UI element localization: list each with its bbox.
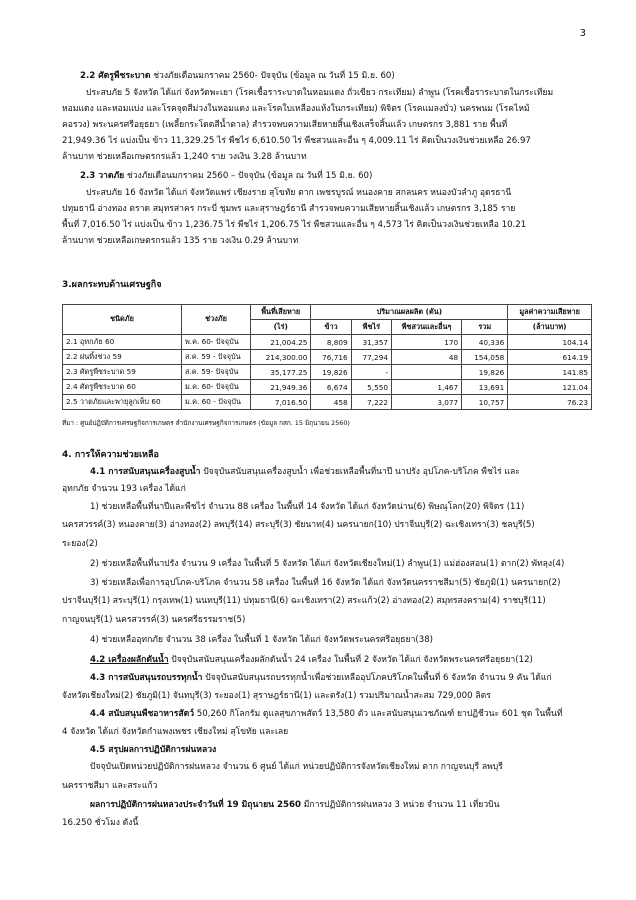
section-2-2-line: หอมแดง และหอมแบ่ง และโรคจุดสีม่วงในหอมแดง และโรคใบเหลืองแห้งในกระเทียม) พิจิตร (โรคแมลงบั่ว) นครพนม (โรคไหม้ [62,104,530,114]
section-4-1-text: ปัจจุบันสนับสนุนเครื่องสูบน้ำ เพื่อช่วยเหลือพื้นที่นาปี นาปรัง อุปโภค-บริโภค พืชไร่ และ [200,467,520,477]
table-row [63,365,592,380]
cell-area: 21,949.36 [251,380,311,395]
section-4-5-line2: นครราชสีมา และสระแก้ว [62,781,158,791]
cell-period: ม.ค. 60 - ปัจจุบัน [182,395,251,410]
section-4 [62,446,590,832]
cell-type: 2.3 ศัตรูพืชระบาด 59 [63,365,182,380]
col-header-value: มูลค่าความเสียหาย [508,305,592,320]
cell-rice: 6,674 [311,380,351,395]
cell-type: 2.4 ศัตรูพืชระบาด 60 [63,380,182,395]
cell-value: 121.04 [508,380,592,395]
table-row [63,395,592,410]
section-4-5-title: 4.5 สรุปผลการปฏิบัติการฝนหลวง [90,745,217,755]
section-2-3-line: ล้านบาท ช่วยเหลือเกษตรกรแล้ว 135 ราย วงเงิน 0.29 ล้านบาท [62,236,299,246]
section-2-2-line: คอรวง) พระนครศรีอยุธยา (เพลี้ยกระโดดสีน้ำตาล) สำรวจพบความเสียหายสิ้นเชิงเสร็จสิ้นแล้ว เกษตรกร 3,881 ราย พื้นที่ [62,120,508,130]
section-4-3 [62,670,590,687]
cell-total: 13,691 [462,380,508,395]
col-header-area-unit: (ไร่) [251,320,311,335]
cell-value: 141.85 [508,365,592,380]
cell-field: 31,357 [351,335,391,350]
cell-area: 214,300.00 [251,350,311,365]
section-4-4-cont: 4 จังหวัด ได้แก่ จังหวัดกำแพงเพชร เชียงใหม่ สุโขทัย และเลย [62,727,289,737]
section-4-5-line4: 16.250 ชั่วโมง ดังนี้ [62,818,139,828]
col-header-output: ปริมาณผลผลิต (ตัน) [311,305,508,320]
cell-type: 2.2 ฝนทิ้งช่วง 59 [63,350,182,365]
section-2-2-title: 2.2 ศัตรูพืชระบาด [80,71,151,81]
section-4-5-line1: ปัจจุบันเปิดหน่วยปฏิบัติการฝนหลวง จำนวน 6 ศูนย์ ได้แก่ หน่วยปฏิบัติการจังหวัดเชียงใหม่ ตาก กาญจนบุรี ลพบุรี [90,762,503,772]
cell-rice: 458 [311,395,351,410]
cell-value: 614.19 [508,350,592,365]
col-header-total: รวม [462,320,508,335]
pump-item-1-cont: นครสวรรค์(3) หนองคาย(3) อ่างทอง(2) ลพบุรี(14) สระบุรี(3) ชัยนาท(4) นครนายก(10) ปราจีนบุรี(2) ฉะเชิงเทรา(3) ชลบุรี(5) [62,520,535,530]
pump-item-3-cont: ปราจีนบุรี(1) สระบุรี(1) กรุงเทพ(1) นนทบุรี(11) ปทุมธานี(6) ฉะเชิงเทรา(2) สระแก้ว(2) อ่างทอง(2) สมุทรสงคราม(4) ราชบุรี(11) [62,596,546,606]
section-4-1-line1 [62,464,590,480]
section-4-5-line3 [62,796,590,814]
section-3-heading: 3.ผลกระทบด้านเศรษฐกิจ [62,280,162,290]
cell-type: 2.5 วาตภัยและพายุลูกเห็บ 60 [63,395,182,410]
pump-item-1-cont: ระยอง(2) [62,539,98,549]
section-4-3-cont: จังหวัดเชียงใหม่(2) ชัยภูมิ(1) จันทบุรี(3) ระยอง(1) สุราษฎร์ธานี(1) และตรัง(1) รวมปริมาณน้ำสะสม 729,000 ลิตร [62,691,491,701]
section-4-3-text: ปัจจุบันสนับสนุนรถบรรทุกน้ำเพื่อช่วยเหลืออุปโภคบริโภคในพื้นที่ 6 จังหวัด จำนวน 9 คัน ได้แก่ [202,673,552,683]
section-4-1-line2: อุทกภัย จำนวน 193 เครื่อง ได้แก่ [62,484,186,494]
page-number: 3 [579,28,586,39]
cell-period: พ.ค. 60- ปัจจุบัน [182,335,251,350]
table-row [63,335,592,350]
section-4-5-result-title: ผลการปฏิบัติการฝนหลวงประจำวันที่ 19 มิถุนายน 2560 [90,800,301,810]
cell-total: 19,826 [462,365,508,380]
section-2-2-line: ล้านบาท ช่วยเหลือเกษตรกรแล้ว 1,240 ราย วงเงิน 3.28 ล้านบาท [62,152,307,162]
pump-item-3-cont: กาญจนบุรี(1) นครสวรรค์(3) นครศรีธรรมราช(5) [62,615,246,625]
section-4-heading: 4. การให้ความช่วยเหลือ [62,450,159,460]
section-2-2 [62,68,590,165]
section-4-1-title: 4.1 การสนับสนุนเครื่องสูบน้ำ [90,467,201,477]
section-2-3-line: ประสบภัย 16 จังหวัด ได้แก่ จังหวัดแพร่ เชียงราย สุโขทัย ตาก เพชรบูรณ์ หนองคาย สกลนคร หนองบัวลำภู อุดรธานี [86,188,512,198]
cell-field: - [351,365,391,380]
cell-total: 154,058 [462,350,508,365]
col-header-value-unit: (ล้านบาท) [508,320,592,335]
col-header-field: พืชไร่ [351,320,391,335]
section-2-3-period: ช่วงภัยเดือนมกราคม 2560 – ปัจจุบัน (ข้อมูล ณ วันที่ 15 มิ.ย. 60) [124,171,373,181]
section-4-2 [62,650,590,670]
section-2-2-line: ประสบภัย 5 จังหวัด ได้แก่ จังหวัดพะเยา (โรคเชื้อราระบาดในหอมแดง ถั่วเขียว กระเทียม) ลำพูน (โรคเชื้อราระบาดในกระเทียม [86,88,554,98]
cell-rice: 76,716 [311,350,351,365]
col-header-type: ชนิดภัย [63,305,182,335]
section-2-3-line: ปทุมธานี อ่างทอง ตราด สมุทรสาคร กระบี่ ชุมพร และสุราษฎร์ธานี สำรวจพบความเสียหายสิ้นเชิงแล้ว เกษตรกร 3,185 ราย [62,204,516,214]
cell-total: 10,757 [462,395,508,410]
pump-item-2: 2) ช่วยเหลือพื้นที่นาปรัง จำนวน 9 เครื่อง ในพื้นที่ 5 จังหวัด ได้แก่ จังหวัดเชียงใหม่(1) ลำพูน(1) แม่ฮ่องสอน(1) ตาก(2) พัทลุง(4) [90,559,565,569]
economic-impact-table [62,304,592,410]
section-4-4-title: 4.4 สนับสนุนพืชอาหารสัตว์ [90,709,195,719]
col-header-period: ช่วงภัย [182,305,251,335]
section-4-5-result-text: มีการปฏิบัติการฝนหลวง 3 หน่วย จำนวน 11 เที่ยวบิน [300,800,500,810]
pump-item-4: 4) ช่วยเหลืออุทกภัย จำนวน 38 เครื่อง ในพื้นที่ 1 จังหวัด ได้แก่ จังหวัดพระนครศรีอยุธยา(38) [90,635,434,645]
section-2-3-title: 2.3 วาตภัย [80,171,125,181]
cell-field: 77,294 [351,350,391,365]
section-4-3-title: 4.3 การสนับสนุนรถบรรทุกน้ำ [90,673,203,683]
table-row [63,380,592,395]
cell-rice: 8,809 [311,335,351,350]
section-2-3-heading [62,168,590,185]
cell-type: 2.1 อุทกภัย 60 [63,335,182,350]
table-row [63,350,592,365]
cell-period: ส.ค. 59 - ปัจจุบัน [182,350,251,365]
section-2-3 [62,168,590,249]
cell-garden: 48 [392,350,462,365]
pump-item-1: 1) ช่วยเหลือพื้นที่นาปีและพืชไร่ จำนวน 88 เครื่อง ในพื้นที่ 14 จังหวัด ได้แก่ จังหวัดน่าน(6) พิษณุโลก(20) พิจิตร (11) [90,502,525,512]
cell-garden [392,365,462,380]
col-header-area: พื้นที่เสียหาย [251,305,311,320]
cell-garden: 1,467 [392,380,462,395]
pump-item-3: 3) ช่วยเหลือเพื่อการอุปโภค-บริโภค จำนวน 58 เครื่อง ในพื้นที่ 16 จังหวัด ได้แก่ จังหวัดนครราชสีมา(5) ชัยภูมิ(1) นครนายก(2) [90,578,561,588]
cell-garden: 170 [392,335,462,350]
cell-value: 76.23 [508,395,592,410]
cell-field: 5,550 [351,380,391,395]
cell-value: 104.14 [508,335,592,350]
cell-garden: 3,077 [392,395,462,410]
section-2-2-line: 21,949.36 ไร่ แบ่งเป็น ข้าว 11,329.25 ไร่ พืชไร่ 6,610.50 ไร่ พืชสวนและอื่น ๆ 4,009.11 ไร่ คิดเป็นวงเงินช่วยเหลือ 26.97 [62,136,531,146]
cell-period: ม.ค. 60- ปัจจุบัน [182,380,251,395]
cell-area: 7,016.50 [251,395,311,410]
cell-rice: 19,826 [311,365,351,380]
section-4-4-text: 50,260 กิโลกรัม ดูแลสุขภาพสัตว์ 13,580 ตัว และสนับสนุนเวชภัณฑ์ ยาปฏิชีวนะ 601 ชุด ในพื้นที่ [194,709,563,719]
col-header-garden: พืชสวนและอื่นๆ [392,320,462,335]
cell-total: 40,336 [462,335,508,350]
cell-period: ส.ค. 59- ปัจจุบัน [182,365,251,380]
cell-area: 21,004.25 [251,335,311,350]
section-4-2-title: 4.2 เครื่องผลักดันน้ำ [90,655,169,665]
section-4-2-text: ปัจจุบันสนับสนุนเครื่องผลักดันน้ำ 24 เครื่อง ในพื้นที่ 2 จังหวัด ได้แก่ จังหวัดพระนครศรีอยุธยา(12) [168,655,533,665]
section-2-2-period: ช่วงภัยเดือนมกราคม 2560- ปัจจุบัน (ข้อมูล ณ วันที่ 15 มิ.ย. 60) [150,71,395,81]
section-2-3-line: พื้นที่ 7,016.50 ไร่ แบ่งเป็น ข้าว 1,236.75 ไร่ พืชไร่ 1,206.75 ไร่ พืชสวนและอื่น ๆ 4,573 ไร่ คิดเป็นวงเงินช่วยเหลือ 10.21 [62,220,527,230]
section-4-4 [62,705,590,723]
cell-area: 35,177.25 [251,365,311,380]
table-source-note: ที่มา : ศูนย์ปฏิบัติการเศรษฐกิจการเกษตร สำนักงานเศรษฐกิจการเกษตร (ข้อมูล กสก. 15 มิถุนายน 2560) [62,419,350,427]
col-header-rice: ข้าว [311,320,351,335]
cell-field: 7,222 [351,395,391,410]
section-2-2-heading [62,68,590,85]
